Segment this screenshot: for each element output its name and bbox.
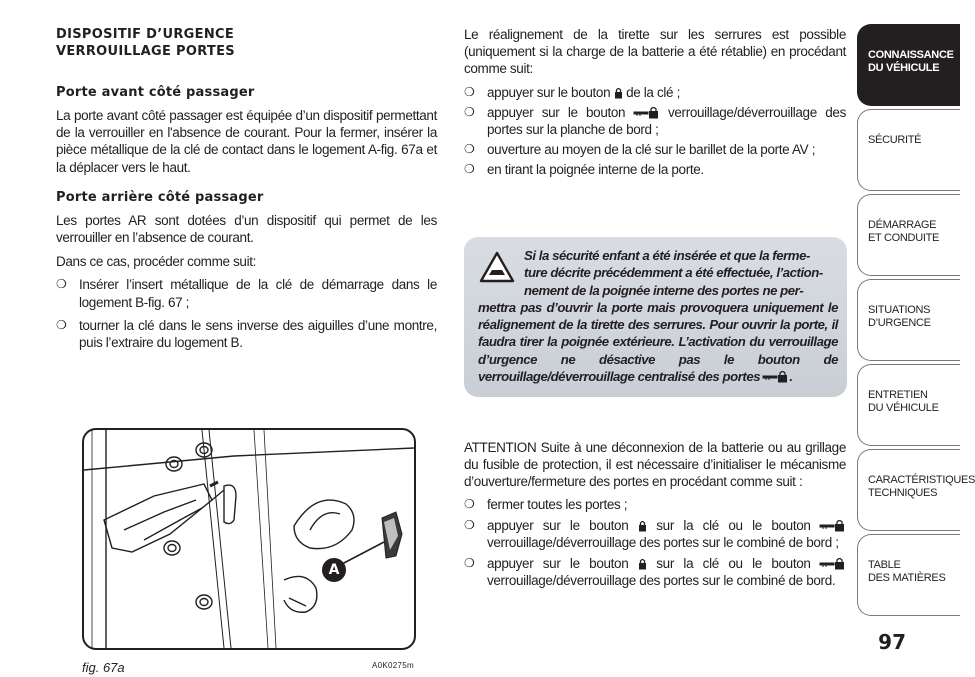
tab-entretien-du-vehicule[interactable]: ENTRETIEN DU VÉHICULE: [857, 364, 960, 446]
figure-67a: [82, 428, 416, 650]
warning-box: Si la sécurité enfant a été insérée et que la ferme- ture décrite précédemment a été effectuée, l’action- nement de la poignée interne des portes ne per- mettra pas d’ouvrir la porte mais provoquera uniquement le réalignement de la tirette des serrures. Pour ouvrir la porte, il faudra tirer la poignée extérieure. L’activation du verrouillage d’urgence ne désactive pas le bouton de verrouillage/déverrouillage centralisé des portes .: [464, 237, 847, 397]
bullet-icon: ❍: [464, 517, 475, 532]
list-item: ❍ appuyer sur le bouton sur la clé ou le bouton verrouillage/déverrouillage des portes sur le combiné de bord.: [464, 555, 846, 589]
rear-door-text: Les portes AR sont dotées d’un dispositif qui permet de les verrouiller en l’absence de courant.: [56, 212, 437, 246]
rear-door-heading: Porte arrière côté passager: [56, 189, 264, 205]
bullet-icon: ❍: [464, 162, 475, 177]
tab-caracteristiques-techniques[interactable]: CARACTÉRISTIQUES TECHNIQUES: [857, 449, 960, 531]
list-item: ❍ appuyer sur le bouton sur la clé ou le bouton verrouillage/déverrouillage des portes sur le combiné de bord ;: [464, 517, 846, 551]
list-item: ❍ tourner la clé dans le sens inverse des aiguilles d’une montre, puis l’extraire du logement B.: [56, 317, 437, 351]
section-title-2: VERROUILLAGE PORTES: [56, 44, 235, 59]
chapter-tabs: [857, 24, 975, 619]
attention-text: ATTENTION Suite à une déconnexion de la batterie ou au grillage du fusible de protection, il est nécessaire d’initialiser le mécanisme d’ouverture/fermeture des portes en procédant comme suit :: [464, 440, 846, 490]
figure-label-A: A: [328, 562, 340, 578]
warning-line-3: nement de la poignée interne des portes ne per-: [524, 282, 804, 298]
figure-code: A0K0275m: [372, 661, 414, 670]
attention-section: [464, 439, 846, 590]
bullet-icon: ❍: [464, 142, 475, 157]
figure-caption: fig. 67a: [82, 660, 125, 675]
key-lock-icon: [763, 371, 789, 383]
left-column: [56, 26, 437, 351]
key-lock-icon: [820, 558, 846, 570]
realign-intro: Le réalignement de la tirette sur les serrures est possible (uniquement si la charge de la batterie a été rétablie) en procédant comme suit:: [464, 27, 846, 77]
bullet-icon: ❍: [56, 277, 67, 292]
list-item: ❍ ouverture au moyen de la clé sur le barillet de la porte AV ;: [464, 142, 816, 158]
warning-line-1: Si la sécurité enfant a été insérée et que la ferme-: [524, 248, 810, 263]
right-column: [464, 26, 846, 179]
front-door-heading: Porte avant côté passager: [56, 85, 255, 100]
tab-connaissance-du-vehicule[interactable]: CONNAISSANCE DU VÉHICULE: [857, 24, 960, 106]
padlock-icon: [638, 558, 647, 570]
key-lock-icon: [634, 107, 660, 119]
warning-text: mettra pas d’ouvrir la porte mais provoquera uniquement le réalignement de la tirette des serrures. Pour ouvrir la porte, il faudra tirer la poignée extérieure. L’activation du verrouillage d’urgence ne désactive pas le bouton de verrouillage/déverrouillage centralisé des portes: [478, 299, 838, 385]
bullet-icon: ❍: [464, 104, 475, 119]
warning-line-2: ture décrite précédemment a été effectuée, l’action-: [524, 265, 823, 281]
tab-table-des-matieres[interactable]: TABLE DES MATIÈRES: [857, 534, 960, 616]
bullet-icon: ❍: [464, 556, 475, 571]
bullet-icon: ❍: [464, 84, 475, 99]
list-item: ❍ en tirant la poignée interne de la porte.: [464, 162, 704, 178]
bullet-icon: ❍: [56, 317, 67, 332]
page-number: 97: [878, 630, 906, 654]
tab-demarrage-et-conduite[interactable]: DÉMARRAGE ET CONDUITE: [857, 194, 960, 276]
list-item: ❍ appuyer sur le bouton verrouillage/déverrouillage des portes sur la planche de bord ;: [464, 104, 846, 138]
padlock-icon: [614, 87, 623, 99]
door-lock-illustration: [84, 430, 414, 648]
list-item: ❍ fermer toutes les portes ;: [464, 496, 628, 512]
padlock-icon: [638, 520, 647, 532]
section-title: DISPOSITIF D’URGENCE: [56, 27, 235, 42]
rear-door-intro: Dans ce cas, procéder comme suit:: [56, 254, 257, 270]
key-lock-icon: [820, 520, 846, 532]
bullet-icon: ❍: [464, 496, 475, 511]
tab-securite[interactable]: SÉCURITÉ: [857, 109, 960, 191]
tab-situations-d-urgence[interactable]: SITUATIONS D’URGENCE: [857, 279, 960, 361]
list-item: ❍ Insérer l’insert métallique de la clé de démarrage dans le logement B-fig. 67 ;: [56, 277, 437, 310]
list-item: ❍ appuyer sur le bouton de la clé ;: [464, 84, 680, 100]
front-door-text: La porte avant côté passager est équipée d’un dispositif permettant de la verrouiller en l'absence de courant. Pour la fermer, insérer la pièce métallique de la clé de contact dans le logement A-fig. 67a et la déplacer vers le haut.: [56, 108, 437, 175]
